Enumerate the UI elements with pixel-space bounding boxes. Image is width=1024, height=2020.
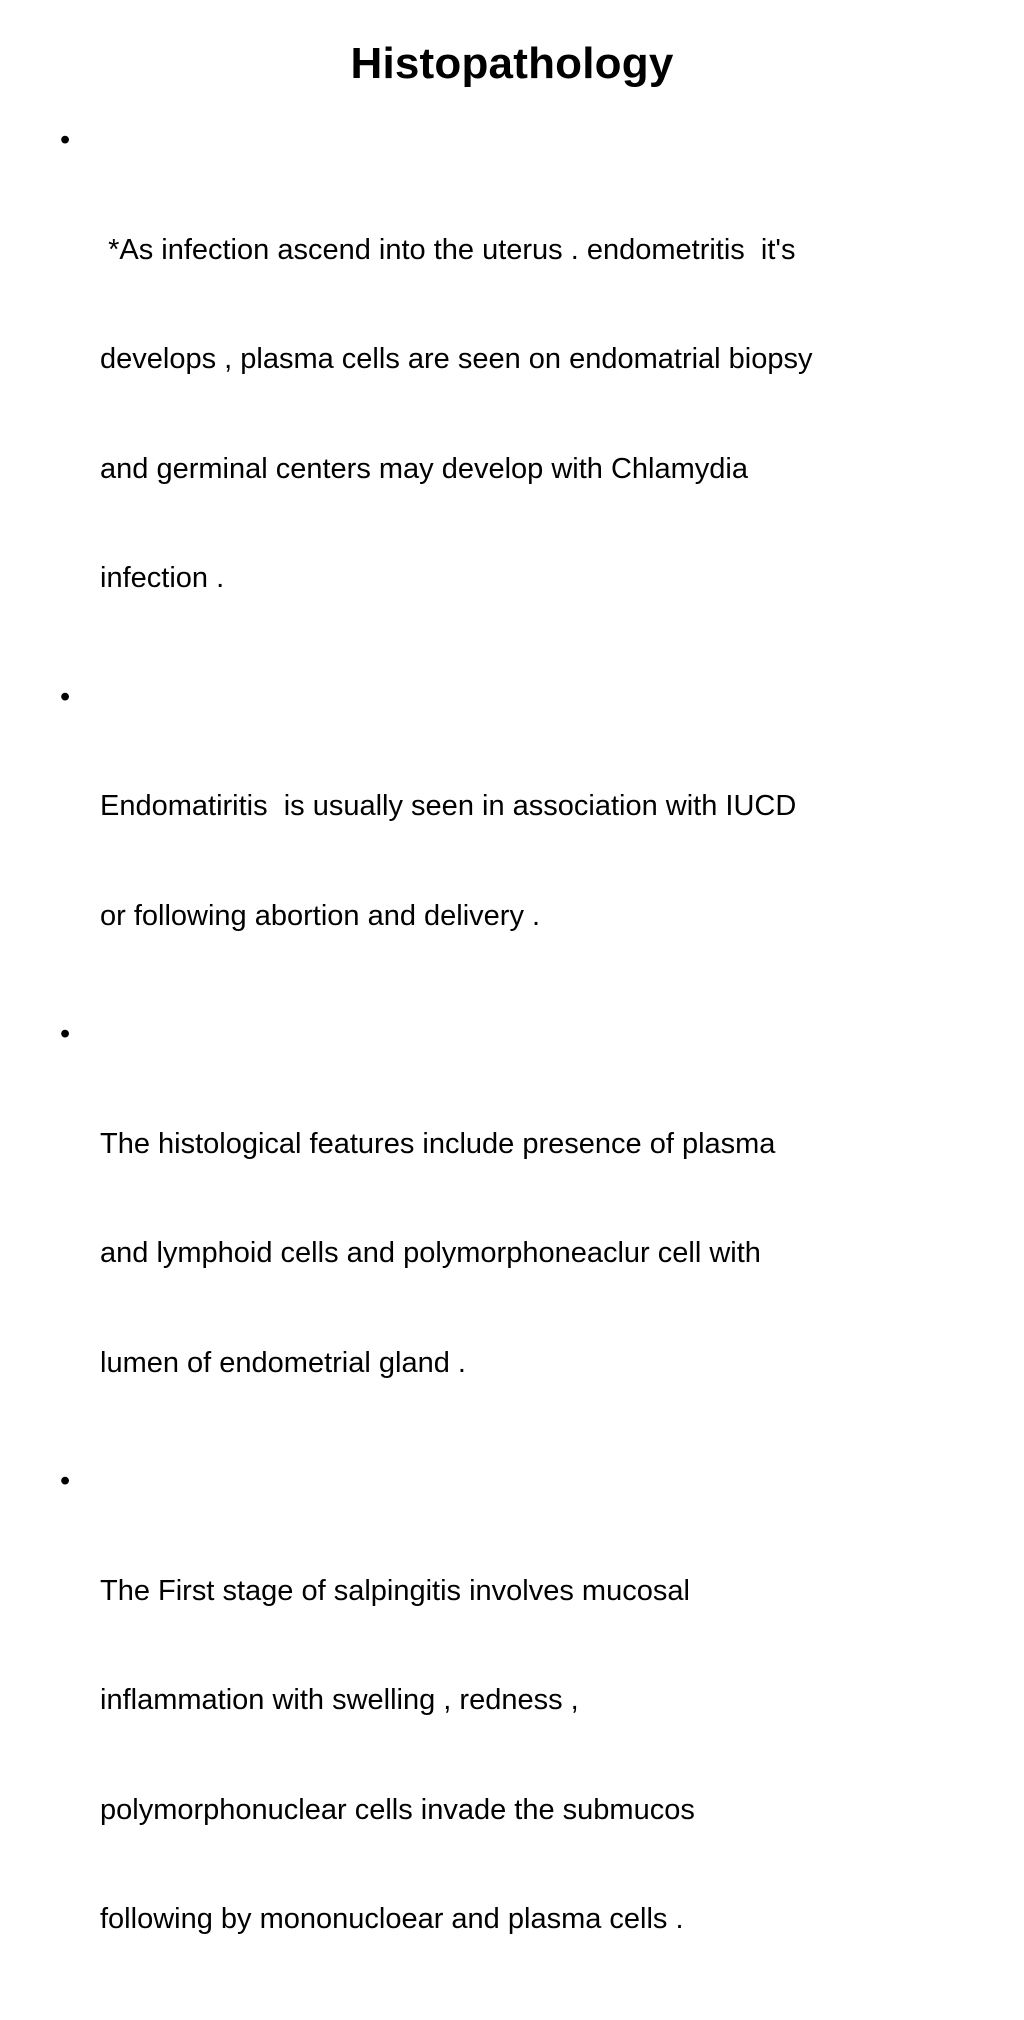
bullet-line: Endomatiritis is usually seen in association with IUCD xyxy=(100,790,797,822)
bullet-line: and germinal centers may develop with Chlamydia xyxy=(100,452,748,485)
bullet-line: The histological features include presence of plasma xyxy=(100,1127,776,1160)
bullet-line: *As infection ascend into the uterus . endometritis it's xyxy=(100,233,796,266)
bullet-line: polymorphonuclear cells invade the submucos xyxy=(100,1793,695,1826)
bullet-line: develops , plasma cells are seen on endomatrial biopsy xyxy=(100,343,813,375)
bullet-line: or following abortion and delivery . xyxy=(100,899,541,932)
bullet-line: lumen of endometrial gland . xyxy=(100,1346,466,1379)
bullet-icon: • xyxy=(60,680,71,713)
bullet-icon: • xyxy=(60,124,71,156)
bullet-icon: • xyxy=(60,1018,71,1050)
bullet-line: inflammation with swelling , redness , xyxy=(100,1684,579,1716)
bullet-item-1 xyxy=(56,122,976,670)
bullet-list xyxy=(56,122,976,2020)
bullet-item-4 xyxy=(56,1463,976,2011)
bullet-item-2 xyxy=(56,679,976,1008)
bullet-icon: • xyxy=(60,1465,71,1497)
bullet-line: following by mononucloear and plasma cells . xyxy=(100,1903,684,1935)
bullet-line: The First stage of salpingitis involves mucosal xyxy=(100,1574,690,1607)
bullet-item-3 xyxy=(56,1016,976,1454)
bullet-line: infection . xyxy=(100,562,225,594)
slide-title: Histopathology xyxy=(350,39,674,88)
bullet-line: and lymphoid cells and polymorphoneaclur cell with xyxy=(100,1237,761,1269)
